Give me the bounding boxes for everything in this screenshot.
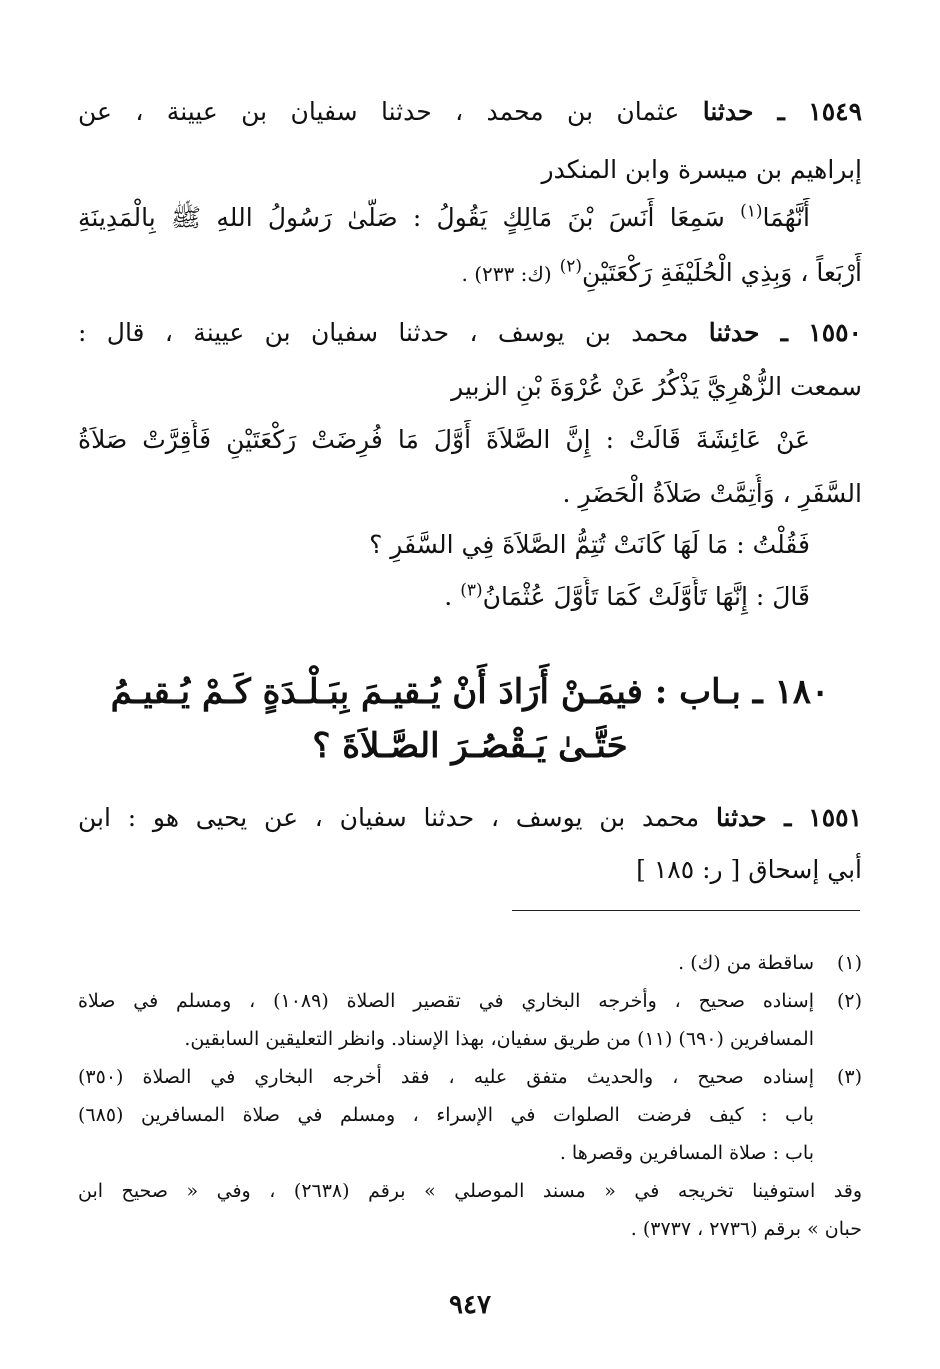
isnad-text: سمعت الزُّهْرِيَّ يَذْكُرُ عَنْ عُرْوَةَ بْنِ الزبير xyxy=(451,372,862,401)
hadith-1550-matn-line-1 xyxy=(78,420,862,462)
isnad-text: إبراهيم بن ميسرة وابن المنكدر xyxy=(541,155,862,184)
hadith-1551-isnad-line-1 xyxy=(78,798,862,840)
footnote-text: إسناده صحيح ، وأخرجه البخاري في تقصير الصلاة (١٠٨٩) ، ومسلم في صلاة xyxy=(78,990,814,1012)
matn-text: أَنَّهُمَا xyxy=(762,203,810,232)
matn-text: فَقُلْتُ : مَا لَهَا كَانَتْ تُتِمُّ الصَّلاَةَ فِي السَّفَرِ ؟ xyxy=(369,530,810,559)
chapter-heading-line-1: ١٨٠ ـ بـاب : فيمَـنْ أَرَادَ أَنْ يُـقيـمَ بِبَـلْـدَةٍ كَـمْ يُـقيـمُ xyxy=(110,672,830,712)
isnad-text: عثمان بن محمد ، حدثنا سفيان بن عيينة ، عن xyxy=(78,97,680,126)
footnote-ref[interactable]: (١) xyxy=(740,201,763,222)
matn-text: قَالَ : إِنَّهَا تَأَوَّلَتْ كَمَا تَأَوَّلَ عُثْمَانُ xyxy=(482,582,810,611)
footnote-text: وقد استوفينا تخريجه في « مسند الموصلي » برقم (٢٦٣٨) ، وفي « صحيح ابن xyxy=(78,1180,862,1202)
footnote-1 xyxy=(78,948,862,980)
footnote-3-line-3 xyxy=(78,1138,862,1170)
footnote-text: باب : كيف فرضت الصلوات في الإسراء ، ومسلم في صلاة المسافرين (٦٨٥) xyxy=(78,1104,814,1126)
hadith-1550-isnad-line-2 xyxy=(78,367,862,409)
cross-reference: (ك: ٢٣٣) . xyxy=(461,262,552,286)
isnad-text: محمد بن يوسف ، حدثنا سفيان بن عيينة ، قال : xyxy=(78,318,689,347)
footnote-text: حبان » برقم (٢٧٣٦ ، ٣٧٣٧) . xyxy=(630,1218,862,1240)
hadith-number: ١٥٥١ xyxy=(808,803,862,832)
footnote-separator xyxy=(512,910,860,911)
matn-text: أَرْبَعاً ، وَبِذِي الْحُلَيْفَةِ رَكْعَتَيْنِ xyxy=(582,258,862,287)
footnote-2-line-2 xyxy=(78,1024,862,1056)
hadith-lead: ـ حدثنا xyxy=(715,803,792,832)
footnote-2-line-1 xyxy=(78,986,862,1018)
footnote-3-line-1 xyxy=(78,1062,862,1094)
hadith-1550-matn-line-4 xyxy=(78,577,862,619)
matn-text: . xyxy=(444,582,453,611)
hadith-1550-matn-line-2 xyxy=(78,474,862,516)
footnote-ref[interactable]: (٢) xyxy=(559,256,583,277)
footnote-text: إسناده صحيح ، والحديث متفق عليه ، فقد أخرجه البخاري في الصلاة (٣٥٠) xyxy=(78,1066,814,1088)
hadith-number: ١٥٤٩ xyxy=(808,97,862,126)
footnote-3-extra-line-1 xyxy=(78,1176,862,1208)
footnote-number: (٢) xyxy=(836,990,862,1012)
footnote-3-extra-line-2 xyxy=(78,1214,862,1246)
hadith-lead: ـ حدثنا xyxy=(702,97,785,126)
footnote-number: (١) xyxy=(836,952,862,974)
isnad-text: أبي إسحاق [ ر: ١٨٥ ] xyxy=(636,855,862,884)
footnote-ref[interactable]: (٣) xyxy=(460,580,483,601)
hadith-1550-isnad-line-1 xyxy=(78,313,862,355)
matn-text: عَنْ عَائِشَةَ قَالَتْ : إِنَّ الصَّلاَةَ أَوَّلَ مَا فُرِضَتْ رَكْعَتَيْنِ فَأُقِرَّتْ صَلاَةُ xyxy=(78,425,810,454)
hadith-1550-matn-line-3 xyxy=(78,525,862,567)
isnad-text: محمد بن يوسف ، حدثنا سفيان ، عن يحيى هو : ابن xyxy=(78,803,700,832)
hadith-1549-matn-line-1 xyxy=(78,198,862,240)
footnote-text: باب : صلاة المسافرين وقصرها . xyxy=(559,1142,814,1164)
footnote-number: (٣) xyxy=(836,1066,862,1088)
footnote-text: المسافرين (٦٩٠) (١١) من طريق سفيان، بهذا الإسناد. وانظر التعليقين السابقين. xyxy=(184,1028,814,1050)
hadith-1549-matn-line-2 xyxy=(78,253,862,295)
hadith-1549-isnad-line-2 xyxy=(78,150,862,192)
chapter-heading-line-2: حَتَّـىٰ يَـقْصُـرَ الصَّـلاَةَ ؟ xyxy=(312,726,628,766)
hadith-lead: ـ حدثنا xyxy=(708,318,788,347)
matn-text: السَّفَرِ ، وَأُتِمَّتْ صَلاَةُ الْحَضَرِ . xyxy=(562,479,862,508)
hadith-1549-isnad-line-1 xyxy=(78,92,862,134)
hadith-number: ١٥٥٠ xyxy=(808,318,862,347)
matn-text: سَمِعَا أَنَسَ بْنَ مَالِكٍ يَقُولُ : صَلَّىٰ رَسُولُ اللهِ ﷺ بِالْمَدِينَةِ xyxy=(78,203,725,232)
footnote-text: ساقطة من (ك) . xyxy=(678,952,814,974)
hadith-1551-isnad-line-2 xyxy=(78,850,862,892)
page-number: ٩٤٧ xyxy=(449,1290,491,1320)
footnote-3-line-2 xyxy=(78,1100,862,1132)
